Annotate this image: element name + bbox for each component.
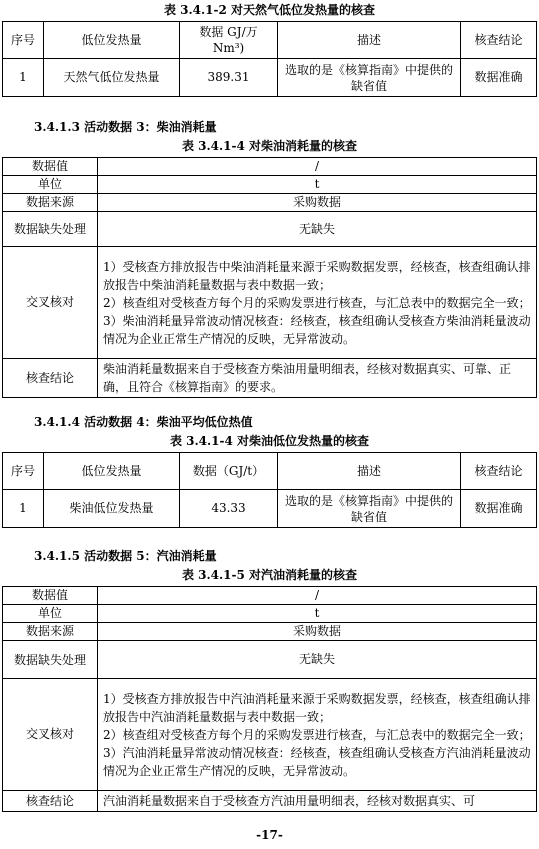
cross-check-item: 1）受核查方排放报告中柴油消耗量来源于采购数据发票，经核查，核查组确认排放报告中柴油消耗量数据与表中数据一致；	[103, 259, 531, 292]
gasoline-consumption-table	[2, 586, 537, 812]
row-label: 数据来源	[3, 194, 98, 212]
cross-check-item: 2）核查组对受核查方每个月的采购发票进行核查，与汇总表中的数据完全一致；	[103, 295, 531, 310]
conclusion-label: 核查结论	[3, 359, 98, 398]
cell-conclusion: 数据准确	[461, 490, 537, 528]
row-value: 无缺失	[98, 641, 537, 679]
row-value: /	[98, 158, 537, 176]
cross-check-item: 2）核查组对受核查方每个月的采购发票进行核查，与汇总表中的数据完全一致；	[103, 727, 531, 742]
header-description: 描述	[278, 453, 461, 490]
cell-ncv-name: 柴油低位发热量	[44, 490, 180, 528]
row-value: 采购数据	[98, 623, 537, 641]
row-value: 无缺失	[98, 212, 537, 247]
cross-check-label: 交叉核对	[3, 247, 98, 359]
cell-ncv-name: 天然气低位发热量	[44, 59, 180, 97]
cross-check-item: 3）柴油消耗量异常波动情况核查：经核查，核查组确认受核查方柴油消耗量波动情况为企业正常生产情况的反映，无异常波动。	[103, 313, 531, 346]
row-label: 数据缺失处理	[3, 641, 98, 679]
table-caption-natural-gas-ncv: 表 3.4.1-2 对天然气低位发热量的核查	[163, 3, 376, 17]
conclusion-text: 柴油消耗量数据来自于受核查方柴油用量明细表，经核对数据真实、可靠、正确，且符合《核算指南》的要求。	[98, 359, 537, 398]
row-value: /	[98, 587, 537, 605]
table-caption-gasoline-consumption: 表 3.4.1-5 对汽油消耗量的核查	[181, 568, 358, 582]
conclusion-text: 汽油消耗量数据来自于受核查方汽油用量明细表，经核对数据真实、可	[98, 791, 537, 812]
header-description: 描述	[278, 22, 461, 59]
row-label: 数据值	[3, 587, 98, 605]
header-data: 数据（GJ/t）	[180, 453, 278, 490]
cell-ncv-value: 43.33	[180, 490, 278, 528]
section-heading-gasoline-consumption: 3.4.1.5 活动数据 5：汽油消耗量	[34, 549, 217, 563]
row-label: 数据值	[3, 158, 98, 176]
cross-check-item: 3）汽油消耗量异常波动情况核查：经核查，核查组确认受核查方汽油消耗量波动情况为企业正常生产情况的反映，无异常波动。	[103, 745, 531, 778]
row-label: 数据缺失处理	[3, 212, 98, 247]
conclusion-label: 核查结论	[3, 791, 98, 812]
header-conclusion: 核查结论	[461, 22, 537, 59]
row-label: 单位	[3, 605, 98, 623]
cell-description: 选取的是《核算指南》中提供的缺省值	[278, 490, 461, 528]
diesel-ncv-table	[2, 452, 537, 528]
section-heading-diesel-ncv: 3.4.1.4 活动数据 4：柴油平均低位热值	[34, 415, 253, 429]
header-index: 序号	[3, 453, 44, 490]
section-heading-diesel-consumption: 3.4.1.3 活动数据 3：柴油消耗量	[34, 120, 217, 134]
header-conclusion: 核查结论	[461, 453, 537, 490]
table-caption-diesel-consumption: 表 3.4.1-4 对柴油消耗量的核查	[181, 139, 358, 153]
diesel-consumption-table	[2, 157, 537, 398]
cross-check-content	[98, 679, 537, 791]
row-value: t	[98, 605, 537, 623]
header-ncv: 低位发热量	[44, 22, 180, 59]
page-number: -17-	[256, 828, 283, 842]
header-index: 序号	[3, 22, 44, 59]
cell-description: 选取的是《核算指南》中提供的缺省值	[278, 59, 461, 97]
cell-index: 1	[3, 59, 44, 97]
cell-ncv-value: 389.31	[180, 59, 278, 97]
row-label: 单位	[3, 176, 98, 194]
cross-check-label: 交叉核对	[3, 679, 98, 791]
row-value: t	[98, 176, 537, 194]
table-caption-diesel-ncv: 表 3.4.1-4 对柴油低位发热量的核查	[169, 434, 370, 448]
header-data: 数据 GJ/万 Nm³)	[180, 22, 278, 59]
row-label: 数据来源	[3, 623, 98, 641]
row-value: 采购数据	[98, 194, 537, 212]
cross-check-content	[98, 247, 537, 359]
natural-gas-ncv-table	[2, 21, 537, 97]
cross-check-item: 1）受核查方排放报告中汽油消耗量来源于采购数据发票，经核查，核查组确认排放报告中汽油消耗量数据与表中数据一致；	[103, 691, 531, 724]
cell-conclusion: 数据准确	[461, 59, 537, 97]
header-ncv: 低位发热量	[44, 453, 180, 490]
cell-index: 1	[3, 490, 44, 528]
